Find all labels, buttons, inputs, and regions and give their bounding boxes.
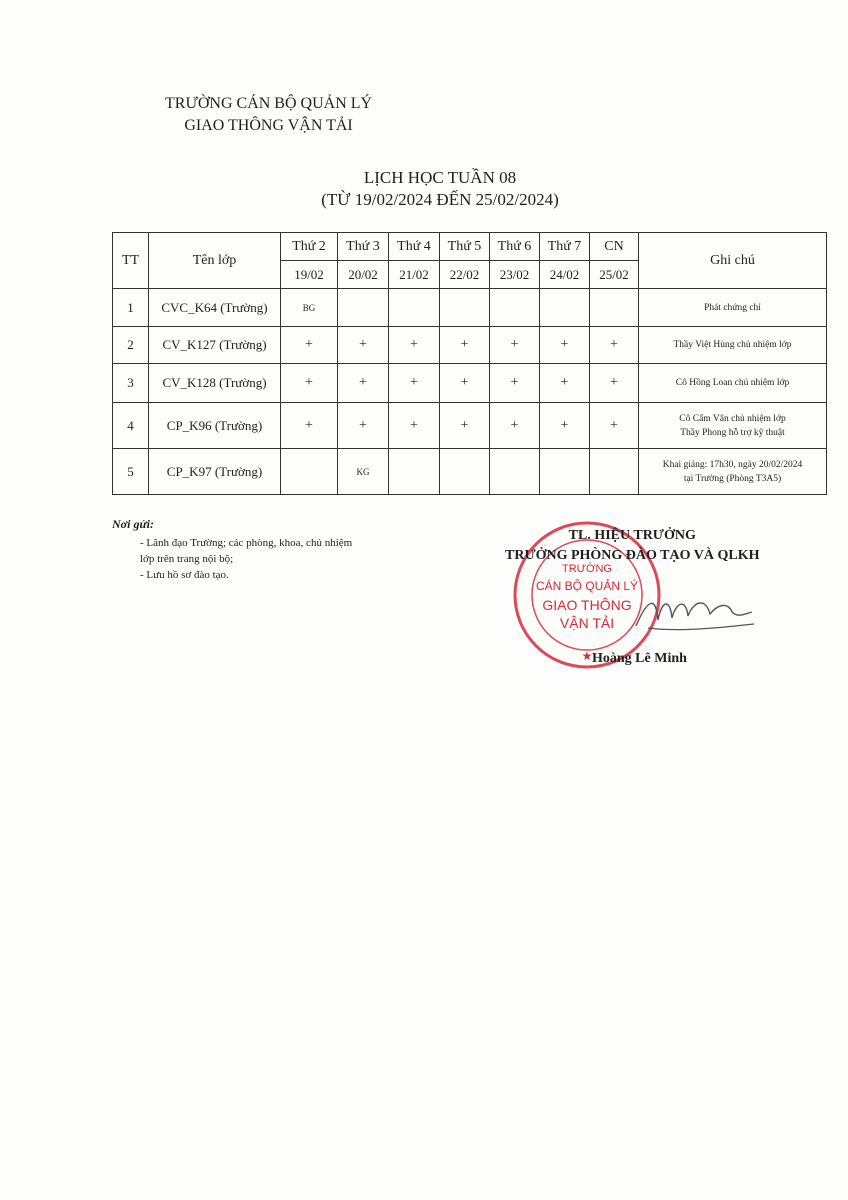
- date-cell: 20/02: [338, 261, 389, 289]
- class-name: CV_K128 (Trường): [149, 364, 281, 403]
- day-cell: +: [540, 364, 590, 403]
- day-header: Thứ 7: [540, 233, 590, 261]
- table-row: [113, 289, 827, 327]
- day-header: Thứ 5: [440, 233, 490, 261]
- day-cell: +: [281, 364, 338, 403]
- col-header-name: Tên lớp: [149, 233, 281, 289]
- document-title-line2: (TỪ 19/02/2024 ĐẾN 25/02/2024): [321, 190, 559, 209]
- date-cell: 24/02: [540, 261, 590, 289]
- day-cell: BG: [281, 289, 338, 327]
- note-line: Thầy Phong hỗ trợ kỹ thuật: [680, 427, 785, 438]
- signature-title-line1: TL. HIỆU TRƯỞNG: [568, 528, 696, 543]
- signature-title-line2: TRƯỞNG PHÒNG ĐÀO TẠO VÀ QLKH: [505, 548, 760, 563]
- date-cell: 21/02: [389, 261, 440, 289]
- day-cell: [440, 449, 490, 495]
- day-cell: +: [590, 327, 639, 364]
- day-cell: +: [281, 403, 338, 449]
- day-cell: [490, 449, 540, 495]
- day-header: Thứ 6: [490, 233, 540, 261]
- date-cell: 22/02: [440, 261, 490, 289]
- class-name: CP_K96 (Trường): [149, 403, 281, 449]
- stamp-line: TRƯỜNG: [562, 563, 612, 575]
- note-line: Khai giảng: 17h30, ngày 20/02/2024: [662, 459, 803, 470]
- note-line: Cô Cẩm Vân chủ nhiệm lớp: [679, 413, 786, 424]
- recipient-line: lớp trên trang nội bộ;: [140, 553, 234, 565]
- day-cell: [281, 449, 338, 495]
- day-cell: +: [490, 327, 540, 364]
- school-name: [165, 93, 372, 137]
- document-title: [320, 167, 560, 211]
- school-name-line2: GIAO THÔNG VẬN TẢI: [184, 117, 353, 134]
- date-cell: 23/02: [490, 261, 540, 289]
- recipients-list: [140, 535, 352, 583]
- row-tt: 4: [113, 403, 149, 449]
- row-tt: 1: [113, 289, 149, 327]
- day-cell: +: [281, 327, 338, 364]
- day-cell: [389, 289, 440, 327]
- day-cell: +: [389, 364, 440, 403]
- row-tt: 5: [113, 449, 149, 495]
- table-row: [113, 327, 827, 364]
- day-cell: +: [590, 364, 639, 403]
- day-cell: [440, 289, 490, 327]
- day-cell: +: [490, 403, 540, 449]
- handwritten-signature: [628, 588, 758, 638]
- document-title-line1: LỊCH HỌC TUẦN 08: [363, 168, 517, 187]
- class-name: CV_K127 (Trường): [149, 327, 281, 364]
- day-cell: [338, 289, 389, 327]
- day-cell: +: [338, 403, 389, 449]
- row-note: [639, 289, 827, 327]
- table-row: [113, 449, 827, 495]
- day-cell: +: [490, 364, 540, 403]
- day-cell: +: [389, 327, 440, 364]
- row-tt: 3: [113, 364, 149, 403]
- recipient-line: - Lãnh đạo Trường; các phòng, khoa, chủ nhiệm: [140, 537, 353, 549]
- stamp-line: GIAO THÔNG: [542, 597, 632, 613]
- day-cell: [590, 449, 639, 495]
- day-cell: [490, 289, 540, 327]
- signature-block: [505, 526, 759, 566]
- note-line: tại Trường (Phòng T3A5): [683, 473, 782, 484]
- row-note: [639, 327, 827, 364]
- recipient-line: - Lưu hồ sơ đào tạo.: [140, 569, 229, 581]
- table-row: [113, 403, 827, 449]
- row-note: [639, 364, 827, 403]
- school-name-line1: TRƯỜNG CÁN BỘ QUẢN LÝ: [165, 95, 373, 112]
- date-cell: 25/02: [590, 261, 639, 289]
- day-cell: +: [540, 327, 590, 364]
- date-cell: 19/02: [281, 261, 338, 289]
- day-cell: +: [590, 403, 639, 449]
- note-line: Thầy Việt Hùng chủ nhiệm lớp: [673, 340, 792, 350]
- day-header: Thứ 2: [281, 233, 338, 261]
- header-row: [113, 233, 827, 261]
- day-header: CN: [590, 233, 639, 261]
- table-row: [113, 364, 827, 403]
- recipients-label: Nơi gửi:: [112, 517, 154, 531]
- stamp-line: CÁN BỘ QUẢN LÝ: [535, 579, 639, 593]
- col-header-tt: TT: [113, 233, 149, 289]
- day-cell: KG: [338, 449, 389, 495]
- row-note: [639, 449, 827, 495]
- day-cell: [389, 449, 440, 495]
- note-line: Cô Hồng Loan chủ nhiệm lớp: [675, 378, 790, 388]
- day-cell: +: [540, 403, 590, 449]
- day-cell: +: [338, 364, 389, 403]
- day-cell: [590, 289, 639, 327]
- day-cell: [540, 449, 590, 495]
- day-cell: +: [389, 403, 440, 449]
- day-cell: +: [440, 403, 490, 449]
- signer-name: Hoàng Lê Minh: [592, 651, 687, 666]
- schedule-table: [112, 232, 827, 495]
- day-header: Thứ 3: [338, 233, 389, 261]
- col-header-note: Ghi chú: [639, 233, 827, 289]
- stamp-line: VẬN TẢI: [559, 615, 615, 631]
- day-cell: +: [440, 364, 490, 403]
- stamp-star-icon: ★: [581, 649, 593, 663]
- day-cell: +: [440, 327, 490, 364]
- class-name: CP_K97 (Trường): [149, 449, 281, 495]
- class-name: CVC_K64 (Trường): [149, 289, 281, 327]
- note-line: Phát chứng chỉ: [704, 302, 761, 313]
- day-cell: +: [338, 327, 389, 364]
- day-cell: [540, 289, 590, 327]
- row-note: [639, 403, 827, 449]
- day-header: Thứ 4: [389, 233, 440, 261]
- row-tt: 2: [113, 327, 149, 364]
